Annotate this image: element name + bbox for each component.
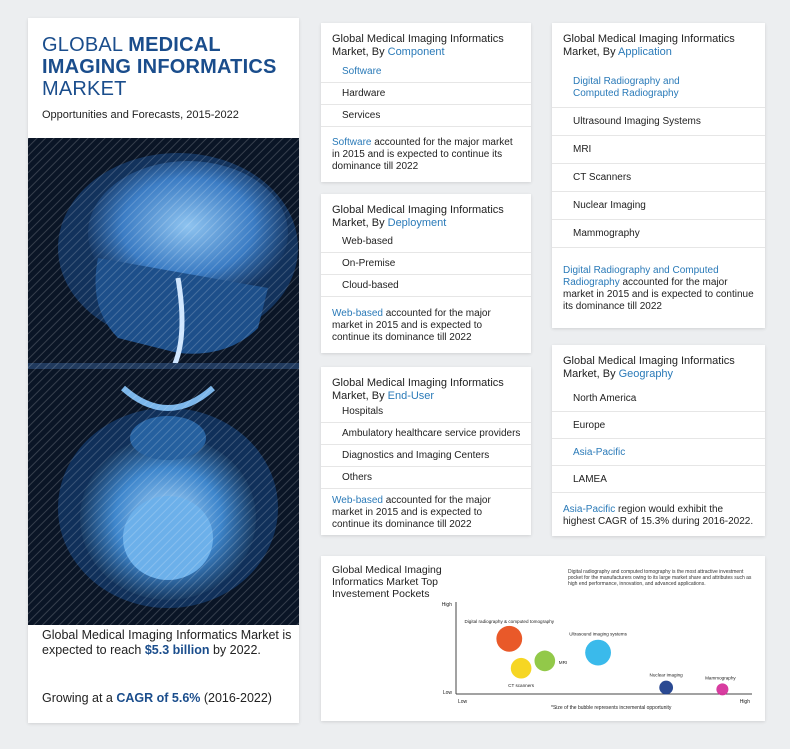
- cagr-prefix: Growing at a: [42, 691, 117, 705]
- hero-subtitle: Opportunities and Forecasts, 2015-2022: [42, 109, 239, 121]
- bubble-label: MRI: [558, 659, 568, 665]
- component-card: [321, 23, 531, 182]
- list-item: Nuclear Imaging: [552, 192, 765, 220]
- list-item: Mammography: [552, 220, 765, 248]
- list-item: North America: [552, 385, 765, 412]
- list-item: Software: [321, 61, 531, 83]
- bubble: [659, 681, 673, 695]
- heading-text: Global Medical Imaging Informatics Market, By: [332, 204, 504, 229]
- note-accent: Web-based: [332, 308, 383, 319]
- list-item: Services: [321, 105, 531, 127]
- card-heading: [332, 377, 531, 403]
- segment-note: [332, 137, 521, 173]
- segment-list: [321, 401, 531, 489]
- y-tick-label: High: [441, 602, 452, 608]
- heading-accent: Application: [618, 46, 672, 58]
- heading-text: Global Medical Imaging Informatics Market, By: [563, 355, 735, 380]
- note-text: accounted for the major market in 2015 and is expected to continue its dominance till 2022: [563, 277, 754, 312]
- segment-note: [563, 265, 755, 313]
- cagr-suffix: (2016-2022): [200, 691, 272, 705]
- title-prefix: GLOBAL: [42, 34, 129, 56]
- heading-accent: Deployment: [387, 217, 447, 229]
- pockets-title: Global Medical Imaging Informatics Market Top Investement Pockets: [332, 564, 442, 600]
- list-item: Asia-Pacific: [552, 439, 765, 466]
- cagr-statement: [42, 691, 297, 706]
- cagr-value: CAGR of 5.6%: [116, 691, 201, 705]
- list-item: Hardware: [321, 83, 531, 105]
- list-item: MRI: [552, 136, 765, 164]
- list-item: Ultrasound Imaging Systems: [552, 108, 765, 136]
- hero-panel: [28, 18, 299, 723]
- segment-note: [332, 308, 521, 344]
- bubble: [496, 626, 522, 652]
- bubble-label: Digital radiography & computed tomography: [464, 618, 555, 624]
- note-text: accounted for the major market in 2015 and is expected to continue its dominance till 2022: [332, 137, 513, 172]
- market-size-value: $5.3 billion: [144, 643, 210, 657]
- market-size-text: Global Medical Imaging Informatics Market is expected to reach: [42, 628, 292, 657]
- note-accent: Web-based: [332, 495, 383, 506]
- segment-list: [552, 385, 765, 493]
- list-item: Others: [321, 467, 531, 489]
- list-item: LAMEA: [552, 466, 765, 493]
- market-size-suffix: by 2022.: [209, 643, 261, 657]
- list-item: On-Premise: [321, 253, 531, 275]
- title-bold-1: MEDICAL: [128, 34, 221, 56]
- list-item: Ambulatory healthcare service providers: [321, 423, 531, 445]
- title-plain: MARKET: [42, 78, 127, 100]
- geography-card: [552, 345, 765, 536]
- list-item: Europe: [552, 412, 765, 439]
- heading-text: Global Medical Imaging Informatics Market, By: [332, 33, 504, 58]
- end-user-card: [321, 367, 531, 535]
- x-tick-label: Low: [458, 699, 468, 705]
- note-accent: Digital Radiography and Computed Radiography: [563, 265, 719, 288]
- bubble-label: Ultrasound imaging systems: [569, 631, 627, 637]
- heading-text: Global Medical Imaging Informatics Market, By: [563, 33, 735, 58]
- bubble-chart-svg: [417, 594, 761, 718]
- list-item: Hospitals: [321, 401, 531, 423]
- bubble: [716, 683, 728, 695]
- list-item: Web-based: [321, 231, 531, 253]
- segment-list: [321, 231, 531, 297]
- heading-accent: Geography: [618, 368, 674, 380]
- heading-accent: Component: [387, 46, 445, 58]
- segment-note: [563, 504, 755, 528]
- bubble: [534, 651, 555, 672]
- segment-note: [332, 495, 521, 531]
- deployment-card: [321, 194, 531, 353]
- note-accent: Software: [332, 137, 372, 148]
- bubble: [511, 658, 532, 679]
- title-bold-2: IMAGING INFORMATICS: [42, 56, 277, 78]
- bubble-chart: [417, 594, 761, 718]
- note-accent: Asia-Pacific: [563, 504, 616, 515]
- pockets-description: Digital radiography and computed tomography is the most attractive investment pocket for the manufacturers owing to its large market share and attributes such as high end performance, innovation, and advanced applications.: [568, 569, 752, 587]
- list-item: CT Scanners: [552, 164, 765, 192]
- y-tick-label: Low: [442, 690, 452, 696]
- investment-pockets-card: [321, 556, 765, 721]
- bubble-label: CT scanners: [508, 683, 535, 689]
- bubble-label: Mammography: [705, 675, 736, 681]
- list-item: Diagnostics and Imaging Centers: [321, 445, 531, 467]
- application-card: [552, 23, 765, 328]
- note-text: accounted for the major market in 2015 and is expected to continue its dominance till 2022: [332, 495, 491, 530]
- market-size-statement: [42, 628, 292, 658]
- segment-list: [552, 68, 765, 248]
- card-heading: [332, 33, 531, 59]
- note-text: region would exhibit the highest CAGR of 15.3% during 2016-2022.: [563, 504, 754, 527]
- card-heading: [563, 33, 765, 59]
- hero-title: [42, 34, 292, 100]
- card-heading: [563, 355, 765, 381]
- segment-list: [321, 61, 531, 127]
- card-heading: [332, 204, 531, 230]
- heading-text: Global Medical Imaging Informatics Market, By: [332, 377, 504, 402]
- list-item: Cloud-based: [321, 275, 531, 297]
- mri-scan-image: [28, 138, 299, 625]
- heading-accent: End-User: [387, 390, 435, 402]
- chart-footnote: *Size of the bubble represents incremental opportunity: [551, 705, 672, 711]
- x-tick-label: High: [739, 699, 750, 705]
- bubble: [585, 640, 611, 666]
- bubble-label: Nuclear imaging: [649, 672, 683, 678]
- note-text: accounted for the major market in 2015 and is expected to continue its dominance till 2022: [332, 308, 491, 343]
- list-item: Digital Radiography and Computed Radiography: [552, 68, 765, 108]
